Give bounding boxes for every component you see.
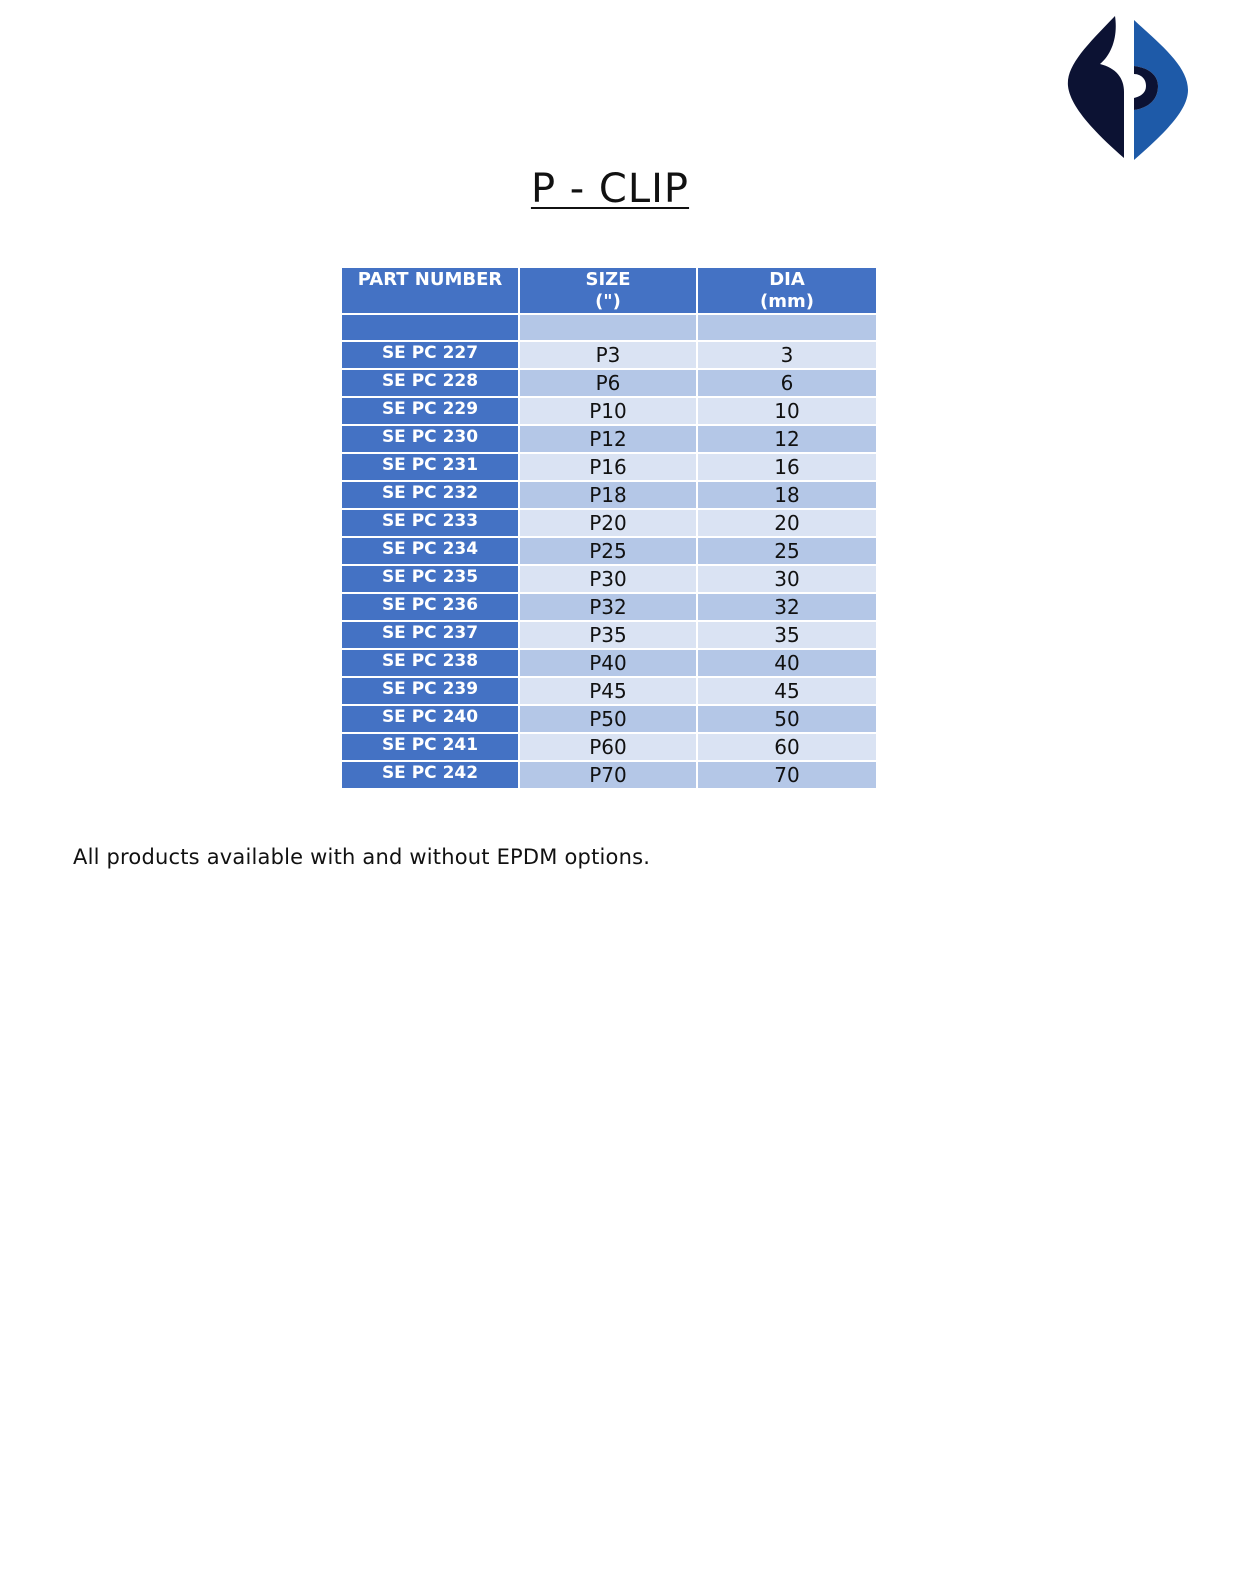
table-row — [342, 482, 876, 508]
spec-table — [340, 266, 878, 790]
table-row — [342, 622, 876, 648]
table-row — [342, 510, 876, 536]
dia-cell: 25 — [698, 538, 876, 564]
size-cell: P30 — [520, 566, 696, 592]
dia-cell: 40 — [698, 650, 876, 676]
part-number-cell: SE PC 233 — [342, 510, 518, 536]
table-row — [342, 762, 876, 788]
dia-cell: 20 — [698, 510, 876, 536]
part-number-cell: SE PC 240 — [342, 706, 518, 732]
part-number-cell: SE PC 237 — [342, 622, 518, 648]
dia-cell: 6 — [698, 370, 876, 396]
dia-cell: 30 — [698, 566, 876, 592]
size-cell: P45 — [520, 678, 696, 704]
part-number-cell: SE PC 235 — [342, 566, 518, 592]
size-cell: P60 — [520, 734, 696, 760]
part-number-cell: SE PC 229 — [342, 398, 518, 424]
dia-cell: 35 — [698, 622, 876, 648]
size-cell: P70 — [520, 762, 696, 788]
table-row — [342, 650, 876, 676]
header-dia-label: DIA — [769, 269, 805, 290]
dia-cell: 12 — [698, 426, 876, 452]
table-header-row — [342, 268, 876, 313]
table-row — [342, 370, 876, 396]
part-number-cell: SE PC 239 — [342, 678, 518, 704]
page-title-text: P - CLIP — [530, 166, 690, 212]
table-row — [342, 566, 876, 592]
part-number-cell: SE PC 238 — [342, 650, 518, 676]
part-number-cell: SE PC 242 — [342, 762, 518, 788]
table-row — [342, 538, 876, 564]
table-row — [342, 678, 876, 704]
availability-note: All products available with and without EPDM options. — [73, 845, 651, 869]
header-size-label: SIZE — [585, 269, 631, 290]
size-cell: P20 — [520, 510, 696, 536]
size-cell: P6 — [520, 370, 696, 396]
table-row — [342, 706, 876, 732]
dia-cell: 10 — [698, 398, 876, 424]
header-part-number-label: PART NUMBER — [357, 269, 503, 290]
dia-cell: 32 — [698, 594, 876, 620]
size-cell: P10 — [520, 398, 696, 424]
table-spacer-row — [342, 315, 876, 340]
size-cell: P12 — [520, 426, 696, 452]
dia-cell: 50 — [698, 706, 876, 732]
part-number-cell: SE PC 228 — [342, 370, 518, 396]
company-logo-icon — [1066, 14, 1190, 160]
header-part-number — [342, 268, 518, 313]
table-row — [342, 454, 876, 480]
dia-cell: 45 — [698, 678, 876, 704]
spacer-cell — [698, 315, 876, 340]
part-number-cell: SE PC 236 — [342, 594, 518, 620]
dia-cell: 3 — [698, 342, 876, 368]
size-cell: P35 — [520, 622, 696, 648]
table-row — [342, 594, 876, 620]
header-size — [520, 268, 696, 313]
dia-cell: 60 — [698, 734, 876, 760]
spacer-cell — [520, 315, 696, 340]
part-number-cell: SE PC 234 — [342, 538, 518, 564]
part-number-cell: SE PC 231 — [342, 454, 518, 480]
size-cell: P3 — [520, 342, 696, 368]
size-cell: P40 — [520, 650, 696, 676]
dia-cell: 16 — [698, 454, 876, 480]
header-dia-unit: (mm) — [760, 291, 814, 312]
table-row — [342, 398, 876, 424]
part-number-cell: SE PC 241 — [342, 734, 518, 760]
size-cell: P25 — [520, 538, 696, 564]
dia-cell: 70 — [698, 762, 876, 788]
table-row — [342, 342, 876, 368]
part-number-cell: SE PC 227 — [342, 342, 518, 368]
header-dia — [698, 268, 876, 313]
page-title — [0, 166, 1220, 212]
table-row — [342, 426, 876, 452]
dia-cell: 18 — [698, 482, 876, 508]
part-number-cell: SE PC 230 — [342, 426, 518, 452]
size-cell: P32 — [520, 594, 696, 620]
header-size-unit: (") — [595, 291, 621, 312]
spacer-cell — [342, 315, 518, 340]
size-cell: P16 — [520, 454, 696, 480]
table-row — [342, 734, 876, 760]
size-cell: P50 — [520, 706, 696, 732]
part-number-cell: SE PC 232 — [342, 482, 518, 508]
size-cell: P18 — [520, 482, 696, 508]
